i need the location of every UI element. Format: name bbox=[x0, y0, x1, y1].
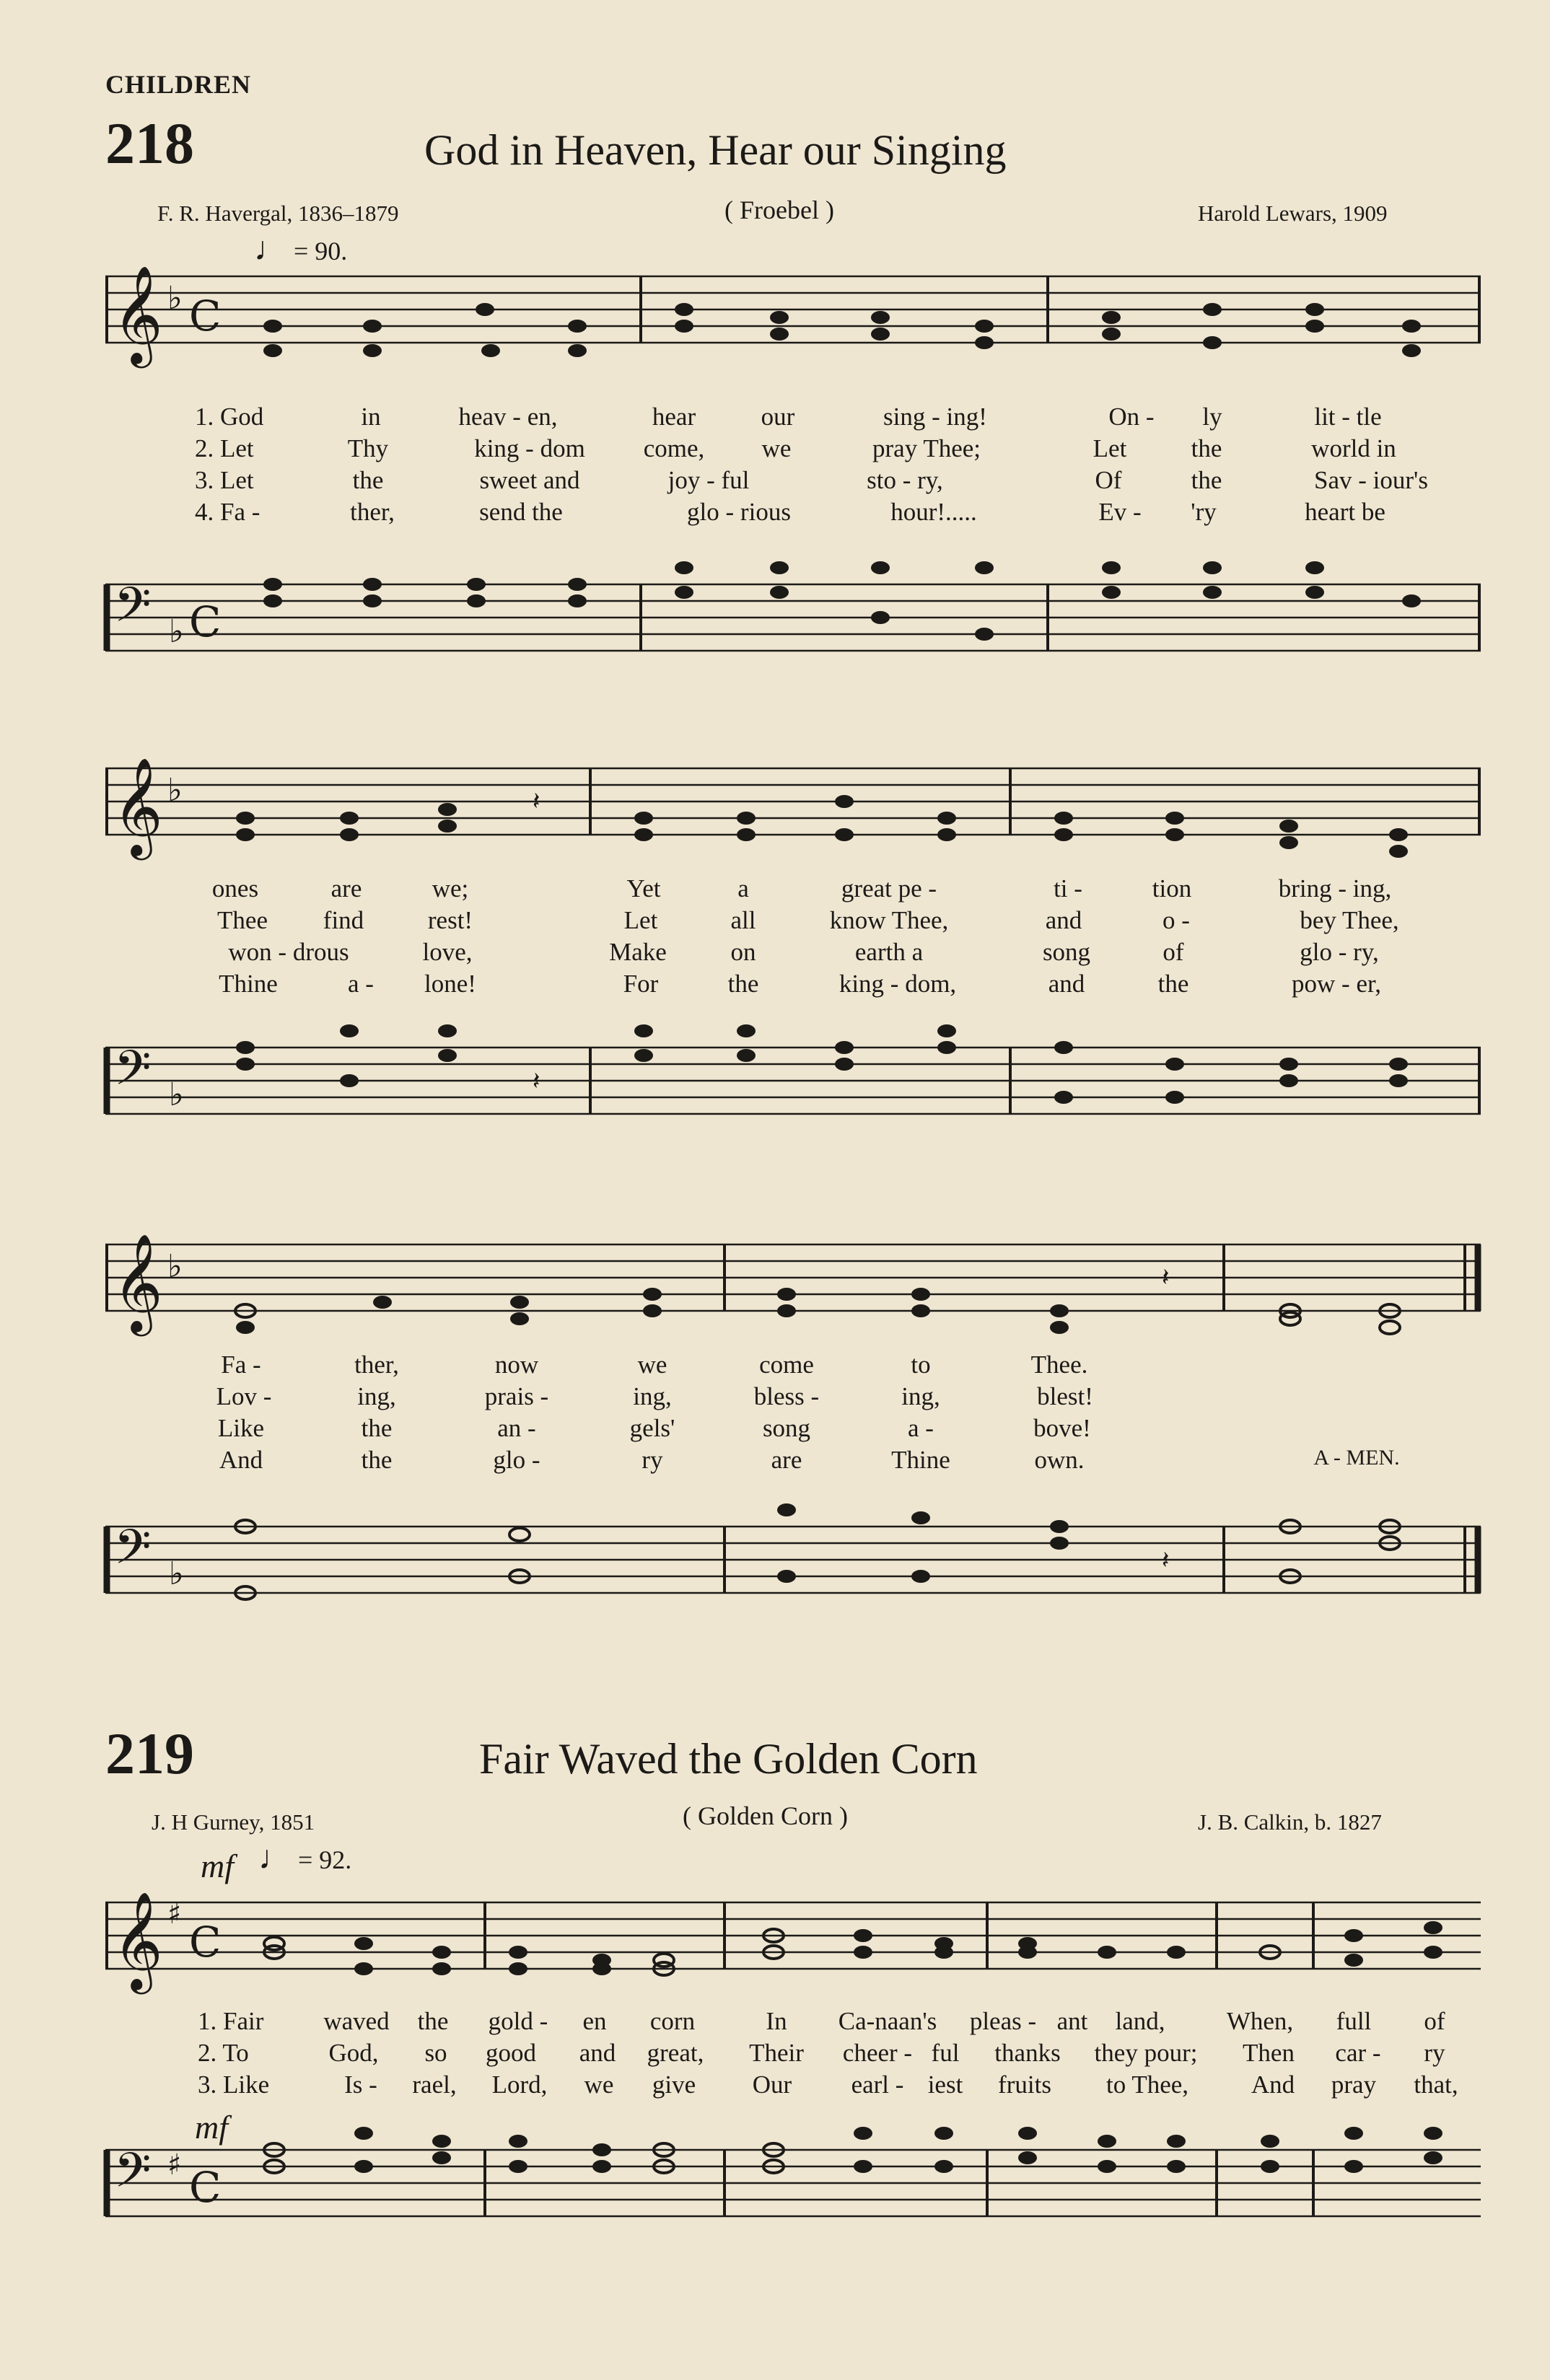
quarter-note-icon: ♩ bbox=[258, 1839, 292, 1876]
svg-text:𝄽: 𝄽 bbox=[533, 1067, 540, 1096]
bass-staff-218-1 bbox=[0, 556, 1550, 664]
svg-text:𝄽: 𝄽 bbox=[1162, 1546, 1170, 1575]
treble-staff-218-1 bbox=[0, 264, 1550, 364]
lyrics-verse-1: Fa - ther, now we come to Thee. bbox=[221, 1351, 1088, 1379]
svg-text:𝄽: 𝄽 bbox=[533, 787, 540, 816]
bass-clef-icon: 𝄢 bbox=[114, 577, 152, 644]
svg-text:𝄽: 𝄽 bbox=[1162, 1263, 1170, 1292]
composer-credit: Harold Lewars, 1909 bbox=[1198, 201, 1388, 226]
treble-staff-219-1 bbox=[0, 1890, 1550, 1990]
amen-label: A - MEN. bbox=[1313, 1446, 1400, 1470]
treble-clef-icon: 𝄞 bbox=[113, 1232, 163, 1332]
svg-text:♭: ♭ bbox=[167, 1248, 183, 1285]
section-label: CHILDREN bbox=[105, 70, 252, 99]
tempo-value: = 92. bbox=[298, 1845, 352, 1874]
lyrics-verse-2: 2. Let Thy king - dom come, we pray Thee; Let the world in bbox=[195, 434, 1396, 462]
lyrics-verse-4: And the glo - ry are Thine own. A - MEN. bbox=[219, 1446, 1400, 1474]
treble-clef-icon: 𝄞 bbox=[113, 264, 163, 364]
author-credit: J. H Gurney, 1851 bbox=[152, 1809, 315, 1835]
note-group bbox=[263, 303, 1421, 357]
treble-clef-icon: 𝄞 bbox=[113, 1890, 163, 1990]
bass-clef-icon: 𝄢 bbox=[114, 2143, 152, 2210]
treble-staff-218-2 bbox=[0, 756, 1550, 856]
treble-staff-218-3 bbox=[0, 1232, 1550, 1332]
hymn-number: 218 bbox=[105, 110, 194, 176]
hymn-title: God in Heaven, Hear our Singing bbox=[424, 126, 1007, 174]
lyrics-verse-3: 3. Like Is - rael, Lord, we give Our earl - iest fruits to Thee, And pray that, bbox=[198, 2071, 1458, 2099]
svg-text:♭: ♭ bbox=[167, 280, 183, 317]
lyrics-verse-1: 1. Fair waved the gold - en corn In Ca-naan's pleas - ant land, When, full of bbox=[198, 2007, 1445, 2035]
lyrics-verse-4: Thine a - lone! For the king - dom, and the pow - er, bbox=[219, 970, 1381, 998]
hymn-title: Fair Waved the Golden Corn bbox=[479, 1735, 978, 1783]
dynamic-marking: mf bbox=[201, 1848, 234, 1884]
lyrics-verse-3: won - drous love, Make on earth a song of glo - ry, bbox=[228, 938, 1379, 966]
hymn-number: 219 bbox=[105, 1721, 194, 1786]
author-credit: F. R. Havergal, 1836–1879 bbox=[157, 201, 399, 226]
svg-text:♭: ♭ bbox=[169, 613, 184, 650]
composer-credit: J. B. Calkin, b. 1827 bbox=[1198, 1809, 1382, 1835]
svg-text:♭: ♭ bbox=[169, 1076, 184, 1113]
note-group bbox=[264, 1921, 1442, 1975]
treble-clef-icon: 𝄞 bbox=[113, 756, 163, 856]
lyrics-verse-3: Like the an - gels' song a - bove! bbox=[217, 1414, 1091, 1442]
svg-text:C: C bbox=[189, 2163, 222, 2212]
quarter-note-icon: ♩ bbox=[254, 230, 287, 267]
lyrics-verse-1: ones are we; Yet a great pe - ti - tion bring - ing, bbox=[211, 874, 1392, 903]
lyrics-verse-4: 4. Fa - ther, send the glo - rious hour!..... Ev - 'ry heart be bbox=[195, 498, 1385, 526]
lyrics-verse-2: 2. To God, so good and great, Their cheer - ful thanks they pour; Then car - ry bbox=[198, 2039, 1445, 2067]
bass-clef-icon: 𝄢 bbox=[114, 1040, 152, 1107]
tune-name: ( Golden Corn ) bbox=[683, 1801, 848, 1830]
bass-staff-218-2 bbox=[0, 1019, 1550, 1127]
svg-text:C: C bbox=[189, 1918, 222, 1967]
tempo-value: = 90. bbox=[294, 237, 348, 265]
lyrics-verse-1: 1. God in heav - en, hear our sing - ing! On - ly lit - tle bbox=[195, 403, 1382, 431]
lyrics-verse-2: Lov - ing, prais - ing, bless - ing, blest! bbox=[216, 1382, 1093, 1410]
bass-staff-219-1 bbox=[0, 2121, 1550, 2229]
lyrics-verse-2: Thee find rest! Let all know Thee, and o - bey Thee, bbox=[217, 906, 1399, 934]
svg-text:C: C bbox=[189, 597, 222, 646]
svg-text:♭: ♭ bbox=[169, 1555, 184, 1592]
tempo-marking bbox=[258, 1838, 351, 1876]
svg-text:♯: ♯ bbox=[167, 2148, 182, 2182]
dynamic-marking-bass: mf bbox=[195, 2109, 228, 2146]
note-group bbox=[236, 787, 1408, 858]
tune-name: ( Froebel ) bbox=[724, 196, 834, 224]
bass-staff-218-3 bbox=[0, 1498, 1550, 1606]
svg-text:C: C bbox=[189, 291, 222, 341]
tempo-marking bbox=[254, 229, 347, 268]
svg-text:♭: ♭ bbox=[167, 772, 183, 809]
lyrics-verse-3: 3. Let the sweet and joy - ful sto - ry, Of the Sav - iour's bbox=[195, 466, 1428, 494]
svg-text:♯: ♯ bbox=[167, 1897, 182, 1931]
bass-clef-icon: 𝄢 bbox=[114, 1519, 152, 1586]
